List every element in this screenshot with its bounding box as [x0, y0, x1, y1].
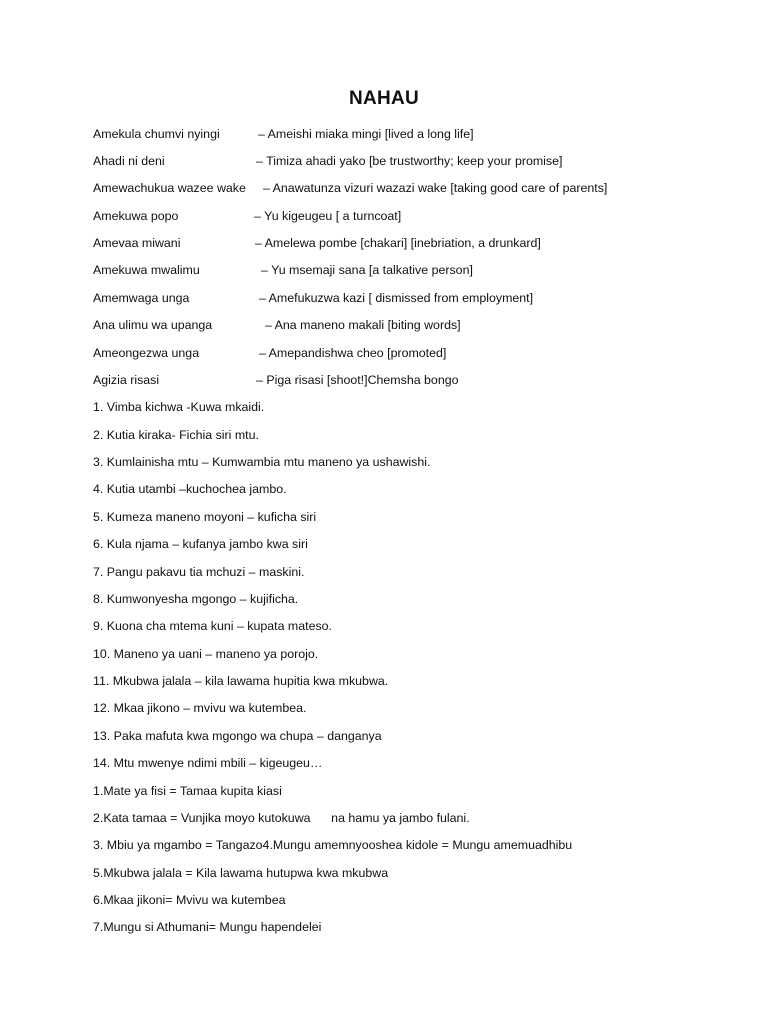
idiom-definition: – Timiza ahadi yako [be trustworthy; keep your promise] — [256, 154, 563, 168]
idiom-term: Amevaa miwani — [93, 236, 181, 250]
idiom-term: Ahadi ni deni — [93, 154, 165, 168]
list-item: 1. Vimba kichwa -Kuwa mkaidi. — [93, 400, 265, 414]
list-item: 7. Pangu pakavu tia mchuzi – maskini. — [93, 565, 305, 579]
list-item: 1.Mate ya fisi = Tamaa kupita kiasi — [93, 784, 282, 798]
list-item: 7.Mungu si Athumani= Mungu hapendelei — [93, 920, 322, 934]
idiom-pair — [93, 180, 608, 196]
idiom-pair — [93, 126, 474, 142]
page-title: NAHAU — [348, 88, 420, 109]
idiom-pair — [93, 153, 563, 169]
idiom-term: Ameongezwa unga — [93, 346, 200, 360]
list-item: 2. Kutia kiraka- Fichia siri mtu. — [93, 428, 259, 442]
idiom-definition: – Yu kigeugeu [ a turncoat] — [254, 209, 402, 223]
idiom-term: Amemwaga unga — [93, 291, 190, 305]
list-item: 10. Maneno ya uani – maneno ya porojo. — [93, 647, 319, 661]
idiom-pair — [93, 345, 447, 361]
idiom-term: Ana ulimu wa upanga — [93, 318, 213, 332]
list-item: 3. Mbiu ya mgambo = Tangazo4.Mungu amemnyooshea kidole = Mungu amemuadhibu — [93, 838, 573, 852]
list-item: 13. Paka mafuta kwa mgongo wa chupa – danganya — [93, 729, 382, 743]
idiom-pair — [93, 262, 473, 278]
list-item: 3. Kumlainisha mtu – Kumwambia mtu maneno ya ushawishi. — [93, 455, 431, 469]
list-item: 2.Kata tamaa = Vunjika moyo kutokuwa na hamu ya jambo fulani. — [93, 811, 470, 825]
idiom-definition: – Amefukuzwa kazi [ dismissed from employment] — [259, 291, 534, 305]
list-item: 12. Mkaa jikono – mvivu wa kutembea. — [93, 701, 307, 715]
idiom-pair — [93, 235, 541, 251]
idiom-term: Agizia risasi — [93, 373, 160, 387]
list-item: 6. Kula njama – kufanya jambo kwa siri — [93, 537, 308, 551]
list-item: 5.Mkubwa jalala = Kila lawama hutupwa kwa mkubwa — [93, 866, 389, 880]
idiom-definition: – Yu msemaji sana [a talkative person] — [261, 263, 473, 277]
list-item: 14. Mtu mwenye ndimi mbili – kigeugeu… — [93, 756, 323, 770]
idiom-definition: – Amepandishwa cheo [promoted] — [259, 346, 447, 360]
idiom-definition: – Amelewa pombe [chakari] [inebriation, a drunkard] — [255, 236, 541, 250]
list-item: 6.Mkaa jikoni= Mvivu wa kutembea — [93, 893, 286, 907]
idiom-definition: – Anawatunza vizuri wazazi wake [taking good care of parents] — [263, 181, 608, 195]
list-item: 8. Kumwonyesha mgongo – kujificha. — [93, 592, 299, 606]
list-item: 5. Kumeza maneno moyoni – kuficha siri — [93, 510, 317, 524]
idiom-term: Amekula chumvi nyingi — [93, 127, 220, 141]
idiom-pair — [93, 372, 459, 388]
idiom-term: Amekuwa popo — [93, 209, 179, 223]
idiom-pair — [93, 317, 461, 333]
list-item: 9. Kuona cha mtema kuni – kupata mateso. — [93, 619, 333, 633]
list-item: 11. Mkubwa jalala – kila lawama hupitia kwa mkubwa. — [93, 674, 389, 688]
idiom-pair — [93, 290, 534, 306]
idiom-definition: – Ameishi miaka mingi [lived a long life] — [258, 127, 474, 141]
list-item: 4. Kutia utambi –kuchochea jambo. — [93, 482, 287, 496]
idiom-term: Amekuwa mwalimu — [93, 263, 200, 277]
idiom-term: Amewachukua wazee wake — [93, 181, 246, 195]
idiom-pair — [93, 208, 402, 224]
idiom-definition: – Ana maneno makali [biting words] — [265, 318, 461, 332]
idiom-definition: – Piga risasi [shoot!]Chemsha bongo — [256, 373, 459, 387]
